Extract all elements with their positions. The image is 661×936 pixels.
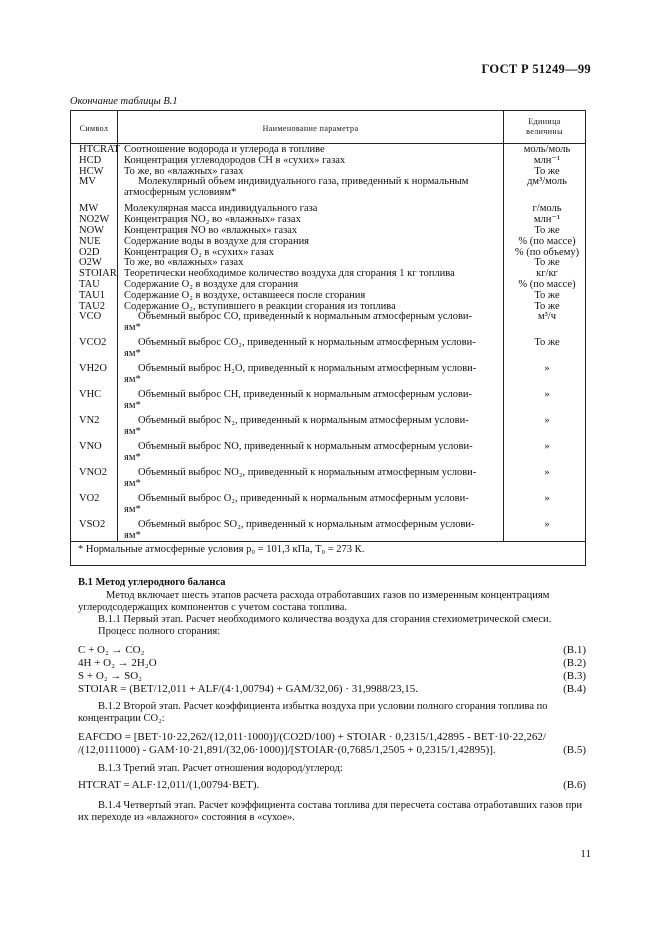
name-cell: Объемный выброс N₂, приведенный к нормальным атмосферным услови- [138, 415, 469, 427]
unit-cell: » [544, 493, 550, 505]
unit-cell: То же [534, 225, 560, 236]
symbol-cell: MW [79, 203, 99, 215]
paragraph: В.1.1 Первый этап. Расчет необходимого количества воздуха для сгорания стехиометрической смеси. [98, 614, 552, 625]
symbol-cell: HTCRAT [79, 144, 120, 155]
page-number: 11 [580, 848, 591, 860]
symbol-cell: O2D [79, 246, 100, 258]
name-cell-continuation: ям* [124, 504, 141, 516]
unit-cell: » [544, 363, 550, 375]
name-cell: Объемный выброс O₂, приведенный к нормальным атмосферным услови- [138, 493, 469, 505]
symbol-cell: NO2W [79, 214, 110, 226]
name-cell: Молекулярный объем индивидуального газа, приведенный к нормальным [138, 176, 469, 188]
name-cell: Содержание O₂ в воздухе, оставшееся после сгорания [124, 289, 366, 301]
symbol-cell: VH2O [79, 363, 107, 375]
unit-cell: млн⁻¹ [533, 154, 561, 166]
equation-b6 [78, 779, 586, 791]
unit-cell: То же [534, 165, 560, 177]
symbol-cell: TAU [79, 279, 100, 290]
name-cell: Содержание O₂, вступившего в реакции сгорания из топлива [124, 300, 396, 312]
unit-cell: То же [534, 300, 560, 312]
equation-text: 4H + O₂ → 2H₂O [78, 657, 157, 669]
symbol-cell: HCW [79, 165, 104, 177]
table-footnote: * Нормальные атмосферные условия p₀ = 101,3 кПа, T₀ = 273 К. [78, 544, 365, 555]
equation-b2 [78, 657, 586, 669]
name-cell: Концентрация O₂ в «сухих» газах [124, 246, 275, 258]
unit-cell: То же [534, 289, 560, 301]
unit-cell: » [544, 389, 550, 401]
unit-cell: То же [534, 257, 560, 269]
symbol-cell: VNO2 [79, 467, 107, 479]
name-cell-continuation: ям* [124, 478, 141, 490]
symbol-cell: VN2 [79, 415, 100, 427]
name-cell-continuation: ям* [124, 374, 141, 386]
name-cell: Содержание воды в воздухе для сгорания [124, 235, 310, 247]
equation-b3 [78, 670, 586, 682]
section-title: В.1 Метод углеродного баланса [78, 577, 226, 588]
unit-cell: моль/моль [523, 144, 571, 155]
name-cell: Объемный выброс CH, приведенный к нормальным атмосферным услови- [138, 389, 473, 401]
paragraph: В.1.3 Третий этап. Расчет отношения водород/углерод: [98, 763, 343, 774]
name-cell-continuation: ям* [124, 452, 141, 464]
unit-cell: г/моль [532, 203, 562, 215]
symbol-cell: HCD [79, 154, 102, 166]
symbol-cell: MV [79, 176, 96, 188]
name-cell: Объемный выброс CO₂, приведенный к нормальным атмосферным услови- [138, 337, 476, 349]
standard-header: ГОСТ Р 51249—99 [481, 62, 591, 76]
name-cell-continuation: атмосферным условиям* [124, 187, 237, 199]
name-cell-continuation: ям* [124, 530, 141, 542]
unit-cell: » [544, 441, 550, 453]
name-cell: Объемный выброс CO, приведенный к нормальным атмосферным услови- [138, 311, 473, 323]
equation-number: (В.2) [563, 657, 586, 669]
name-cell-continuation: ям* [124, 426, 141, 438]
unit-cell: млн⁻¹ [533, 214, 561, 226]
unit-cell: » [544, 519, 550, 531]
equation-number: (В.4) [563, 683, 586, 695]
header-unit-2: величины [526, 127, 563, 136]
symbol-cell: NOW [79, 225, 105, 236]
name-cell: Объемный выброс H₂O, приведенный к нормальным атмосферным услови- [138, 363, 477, 375]
equation-text: S + O₂ → SO₂ [78, 670, 142, 682]
paragraph: Метод включает шесть этапов расчета расхода отработавших газов по измеренным концентрациям углеродсодержащих компонентов с учетом состава топлива. [78, 590, 550, 613]
symbol-cell: TAU1 [79, 289, 105, 301]
unit-cell: То же [534, 337, 560, 349]
equation-text: STOIAR = (BET/12,011 + ALF/(4·1,00794) + GAM/32,06) · 31,9988/23,15. [78, 683, 419, 695]
name-cell: Молекулярная масса индивидуального газа [124, 203, 318, 215]
name-cell-continuation: ям* [124, 400, 141, 412]
header-name: Наименование параметра [262, 124, 359, 133]
unit-cell: дм³/моль [527, 176, 567, 188]
unit-cell: кг/кг [536, 268, 558, 280]
symbol-cell: STOIAR [79, 268, 117, 280]
equation-number: (В.1) [563, 644, 586, 656]
unit-cell: % (по объему) [514, 246, 580, 258]
equation-text: C + O₂ → CO₂ [78, 644, 145, 656]
symbol-cell: NUE [79, 235, 101, 247]
paragraph: В.1.2 Второй этап. Расчет коэффициента избытка воздуха при условии полного сгорания топлива по концентрации CO₂: [78, 701, 548, 724]
paragraph: Процесс полного сгорания: [98, 626, 221, 637]
unit-cell: м³/ч [538, 311, 556, 323]
symbol-cell: VCO2 [79, 337, 107, 349]
name-cell: Объемный выброс SO₂, приведенный к нормальным атмосферным услови- [138, 519, 475, 531]
header-symbol: Символ [79, 124, 109, 133]
unit-cell: » [544, 467, 550, 479]
name-cell: То же, во «влажных» газах [124, 257, 244, 269]
name-cell-continuation: ям* [124, 348, 141, 360]
equation-b5-line1: EAFCDO = [BET·10·22,262/(12,011·1000)]/(CO2D/100) + STOIAR · 0,2315/1,42895 - BET·10·22,262/ [78, 731, 546, 743]
symbol-cell: VO2 [79, 493, 100, 505]
unit-cell: % (по массе) [518, 279, 576, 290]
column-divider [117, 111, 118, 541]
equation-number: (В.5) [563, 744, 586, 756]
name-cell: То же, во «влажных» газах [124, 165, 244, 177]
name-cell: Содержание O₂ в воздухе для сгорания [124, 279, 299, 290]
parameter-table [70, 110, 586, 566]
name-cell-continuation: ям* [124, 322, 141, 334]
equation-text: HTCRAT = ALF·12,011/(1,00794·BET). [78, 779, 260, 791]
equation-number: (В.3) [563, 670, 586, 682]
equation-b1 [78, 644, 586, 656]
header-unit-1: Единица [528, 117, 561, 126]
symbol-cell: VHC [79, 389, 102, 401]
equation-text: /(12,0111000) - GAM·10·21,891/(32,06·1000)]/[STOIAR·(0,7685/1,2505 + 0,2315/1,42895)]. [78, 744, 496, 756]
paragraph: В.1.4 Четвертый этап. Расчет коэффициента состава топлива для пересчета состава отработавших газов при их переходе из «влажного» состояния в «сухое». [78, 800, 583, 823]
symbol-cell: VSO2 [79, 519, 106, 531]
equation-number: (В.6) [563, 779, 586, 791]
unit-cell: % (по массе) [518, 235, 576, 247]
symbol-cell: VCO [79, 311, 102, 323]
symbol-cell: O2W [79, 257, 102, 269]
symbol-cell: VNO [79, 441, 102, 453]
equation-b4 [78, 683, 586, 695]
name-cell: Концентрация углеводородов СН в «сухих» газах [124, 154, 346, 166]
symbol-cell: TAU2 [79, 300, 105, 312]
name-cell: Концентрация NO₂ во «влажных» газах [124, 214, 301, 226]
name-cell: Объемный выброс NO₂, приведенный к нормальным атмосферным услови- [138, 467, 477, 479]
name-cell: Объемный выброс NO, приведенный к нормальным атмосферным услови- [138, 441, 473, 453]
name-cell: Теоретически необходимое количество воздуха для сгорания 1 кг топлива [124, 268, 455, 280]
table-caption: Окончание таблицы В.1 [70, 96, 178, 107]
name-cell: Соотношение водорода и углерода в топливе [124, 144, 325, 155]
name-cell: Концентрация NO во «влажных» газах [124, 225, 298, 236]
equation-b5 [78, 744, 586, 756]
unit-cell: » [544, 415, 550, 427]
